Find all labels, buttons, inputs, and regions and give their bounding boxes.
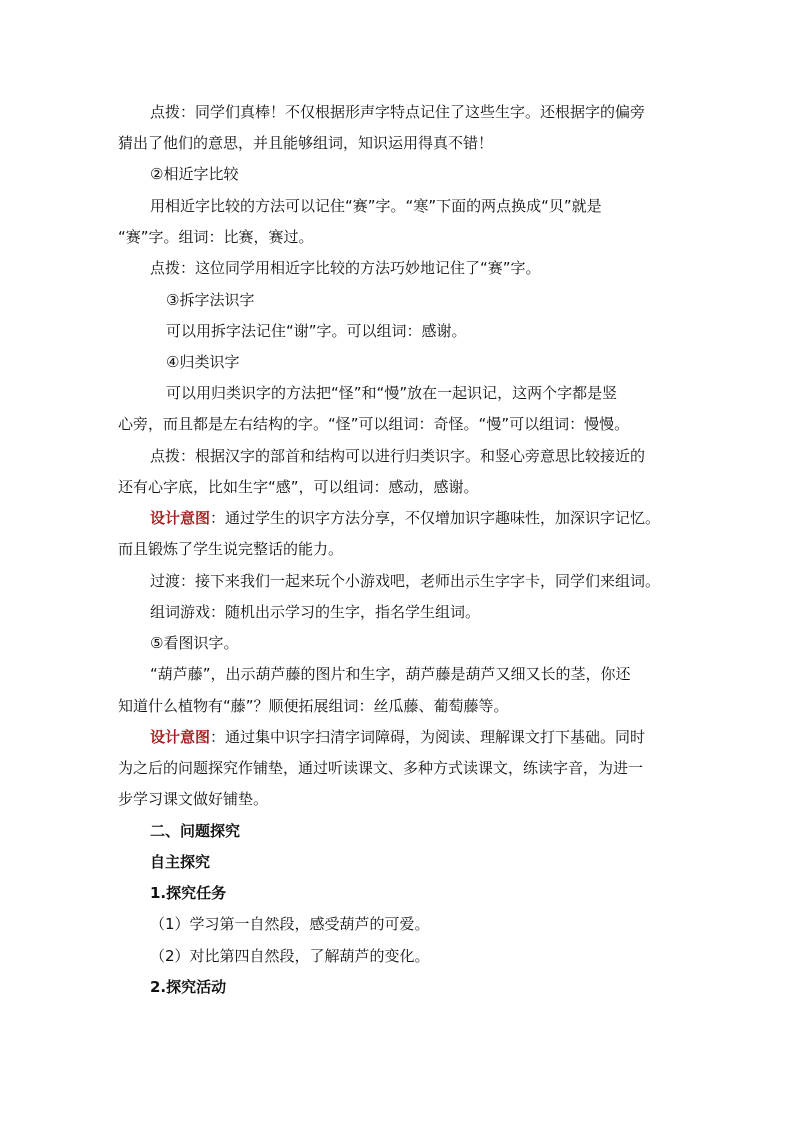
section-heading-split-chars: ③拆字法识字	[166, 291, 255, 309]
task-item-1: （1）学习第一自然段，感受葫芦的可爱。	[150, 915, 430, 933]
paragraph-line-21	[150, 727, 645, 747]
paragraph-line-4: 用相近字比较的方法可以记住“赛”字。“寒”下面的两点换成“贝”就是	[150, 197, 602, 215]
design-intent-label-2: 设计意图	[150, 728, 211, 746]
paragraph-line-16: 过渡：接下来我们一起来玩个小游戏吧，老师出示生字字卡，同学们来组词。	[150, 572, 661, 590]
paragraph-line-10: 可以用归类识字的方法把“怪”和“慢”放在一起识记，这两个字都是竖	[166, 384, 618, 402]
section-heading-problem-inquiry: 二、问题探究	[150, 822, 241, 840]
paragraph-line-22: 为之后的问题探究作铺垫，通过听读课文、多种方式读课文，练读字音，为进一	[118, 759, 644, 777]
subheading-inquiry-activity: 2.探究活动	[150, 978, 227, 996]
paragraph-line-23: 步学习课文做好铺垫。	[118, 790, 269, 808]
paragraph-line-6: 点拨：这位同学用相近字比较的方法巧妙地记住了“赛”字。	[150, 259, 541, 277]
design-intent-label: 设计意图	[150, 509, 211, 527]
paragraph-line-14	[150, 508, 660, 528]
subheading-self-inquiry: 自主探究	[150, 853, 211, 871]
paragraph-line-12: 点拨：根据汉字的部首和结构可以进行归类识字。和竖心旁意思比较接近的	[150, 447, 646, 465]
design-intent-text-2: ：通过集中识字扫清字词障碍，为阅读、理解课文打下基础。同时	[210, 728, 646, 746]
paragraph-line-11: 心旁，而且都是左右结构的字。“怪”可以组词：奇怪。“慢”可以组词：慢慢。	[118, 415, 630, 433]
section-heading-group-chars: ④归类识字	[166, 353, 240, 371]
paragraph-line-8: 可以用拆字法记住“谢”字。可以组词：感谢。	[166, 322, 467, 340]
paragraph-line-1: 点拨：同学们真棒！不仅根据形声字特点记住了这些生字。还根据字的偏旁	[150, 103, 646, 121]
paragraph-line-19: “葫芦藤”，出示葫芦藤的图片和生字，葫芦藤是葫芦又细又长的茎，你还	[150, 665, 631, 683]
paragraph-line-15: 而且锻炼了学生说完整话的能力。	[118, 540, 344, 558]
subheading-inquiry-task: 1.探究任务	[150, 884, 227, 902]
design-intent-text: ：通过学生的识字方法分享，不仅增加识字趣味性，加深识字记忆。	[210, 509, 661, 527]
paragraph-line-20: 知道什么植物有“藤”？顺便拓展组词：丝瓜藤、葡萄藤等。	[118, 697, 509, 715]
paragraph-line-5: “赛”字。组词：比赛，赛过。	[118, 228, 314, 246]
paragraph-line-17: 组词游戏：随机出示学习的生字，指名学生组词。	[150, 603, 481, 621]
section-heading-similar-chars: ②相近字比较	[150, 165, 239, 183]
task-item-2: （2）对比第四自然段，了解葫芦的变化。	[150, 947, 430, 965]
paragraph-line-13: 还有心字底，比如生字“感”，可以组词：感动，感谢。	[118, 478, 479, 496]
section-heading-picture-chars: ⑤看图识字。	[150, 634, 239, 652]
paragraph-line-2: 猜出了他们的意思，并且能够组词，知识运用得真不错！	[118, 134, 494, 152]
